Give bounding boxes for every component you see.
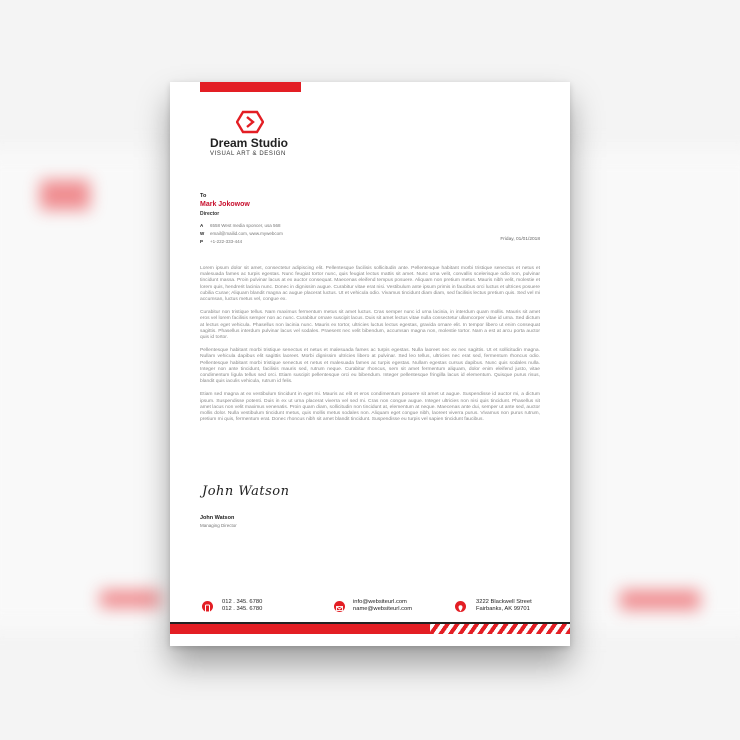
top-accent-bar [200, 82, 301, 92]
to-label: To [200, 193, 207, 199]
body-paragraph: Curabitur non tristique tellus. Nam maximus fermentum metus sit amet luctus. Cras semper nunc id urna lacinia, in interdum quam mollis. Mauris sit amet eros vel lorem facilisis semper non ac nunc. Curabitur ornare suscipit lacus. Duis sit amet lectus vitae nulla consectetur ullamcorper vitae id urna. Sed dictum at lectus eget vehicula. Phasellus non lacinia nunc. Mauris ex tortor, ultricies luctus lectus egestas, gravida ornare elit. In tempor libero ut enim consequat sagittis. Phasellus interdum pulvinar lacus vel sodales. Praesent nec velit bibendum, accumsan magna non, molestie tortor. Nam a est at arcu porta auctor quis id tortor. [200, 310, 540, 341]
company-tagline: VISUAL ART & DESIGN [210, 151, 286, 157]
mail-icon [334, 601, 345, 612]
footer-address: 3222 Blackwell Street Fairbanks, AK 99701 [476, 599, 532, 612]
background-blurred-right [560, 150, 740, 630]
dream-studio-logo-icon [236, 110, 264, 134]
footer-email: info@websiteurl.com name@websiteurl.com [353, 599, 413, 612]
body-paragraph: Lorem ipsum dolor sit amet, consectetur adipiscing elit. Pellentesque facilisis sollicitudin ante. Pellentesque habitant morbi tristique senectus et netus et malesuada fames ac turpis egestas. Nunc feugiat tortor nunc, quis feugiat lectus mattis sit amet. Nunc urna velit, convallis scelerisque odio non, pulvinar tincidunt massa. Proin pulvinar lacus at ex auctor consequat. Maecenas eleifend tempus posuere. Aliquam non pretium metus. Mauris nibh velit, molestie et lorem quis, hendrerit lacinia nunc. Donec in dignissim augue. Curabitur vitae erat nisi. Vestibulum ante ipsum primis in faucibus orci luctus et ultrices posuere cubilia Curae; Aliquam blandit magna ac augue placerat luctus. Ut et vehicula odio. Vivamus tincidunt diam diam, sed facilisis lectus pretium quis. Sed vel mi accumsan, luctus metus vel, congue ex. [200, 266, 540, 303]
recipient-web-line: W email@mailid.com, www.mywebcom [200, 231, 283, 236]
recipient-phone-line: P +1-222-333-444 [200, 239, 243, 244]
background-red-blur [620, 590, 700, 610]
recipient-role: Director [200, 211, 220, 217]
company-name: Dream Studio [210, 136, 289, 150]
background-blurred-left [0, 150, 180, 630]
footer-phone: 012 . 345. 6780 012 . 345. 6780 [222, 599, 263, 612]
recipient-address-line: A 6558 West media sponcer, usa 568 [200, 223, 281, 228]
body-paragraph: Pellentesque habitant morbi tristique senectus et netus et malesuada fames ac turpis egestas. Nulla laoreet nec ex nec sagittis. Ut et sollicitudin magna. Nullam vehicula dapibus elit sagittis laoreet. Morbi dignissim ultricies libero at pulvinar. Sed leo tellus, ultricies nec erat sed, fermentum rhoncus odio. Pellentesque habitant morbi tristique senectus et netus et malesuada fames ac turpis egestas. Nullam egestas cursus dapibus. Nunc quis sodales nulla. Integer non ante tincidunt, facilisis mauris sed, rutrum neque. Curabitur rhoncus, sem sit amet fermentum aliquam, dolor enim eleifend justo, vitae condimentum ligula tellus sed orci. Etiam suscipit pellentesque orci eu bibendum. Integer pellentesque fringilla lacus id elementum. Quisque purus risus, blandit quis iaculis vehicula, rutrum id felis. [200, 348, 540, 385]
background-red-blur [100, 590, 160, 608]
bottom-striped-pattern [430, 624, 570, 634]
signer-name: John Watson [200, 515, 235, 521]
handwritten-signature: John Watson [202, 484, 290, 499]
background-red-blur [40, 180, 90, 210]
recipient-name: Mark Jokowow [200, 201, 250, 208]
letter-body [200, 266, 540, 430]
letterhead-page [170, 82, 570, 646]
body-paragraph: Etiam sed magna at ex vestibulum tincidunt in eget mi. Mauris ac elit et eros condimentum posuere sit amet ut augue. Suspendisse id auctor mi, a dictum ipsum. Suspendisse potenti. Duis in ex ut urna placerat viverra vel sed mi. Cras non congue augue. Integer ultricies non nisi quis tincidunt. Phasellus sit amet lacus non velit maximus venenatis. Proin quam diam, sollicitudin non tincidunt at, elementum at neque. Maecenas ante dui, semper ut ante sed, auctor mollis dolor. Nulla vestibulum tincidunt metus, quis mollis metus sodales non. Aliquam eget congue nibh, laoreet viverra purus. Vivamus non purus rutrum, pretium mi quis, fermentum erat. Donec rhoncus nibh sit amet blandit tincidunt. Suspendisse eu turpis vel sapien tincidunt faucibus. [200, 392, 540, 423]
signer-role: Managing Director [200, 523, 237, 528]
phone-icon [202, 601, 213, 612]
letter-date: Friday, 01/01/2018 [500, 237, 540, 242]
location-icon [455, 601, 466, 612]
bottom-accent-bar [170, 624, 430, 634]
